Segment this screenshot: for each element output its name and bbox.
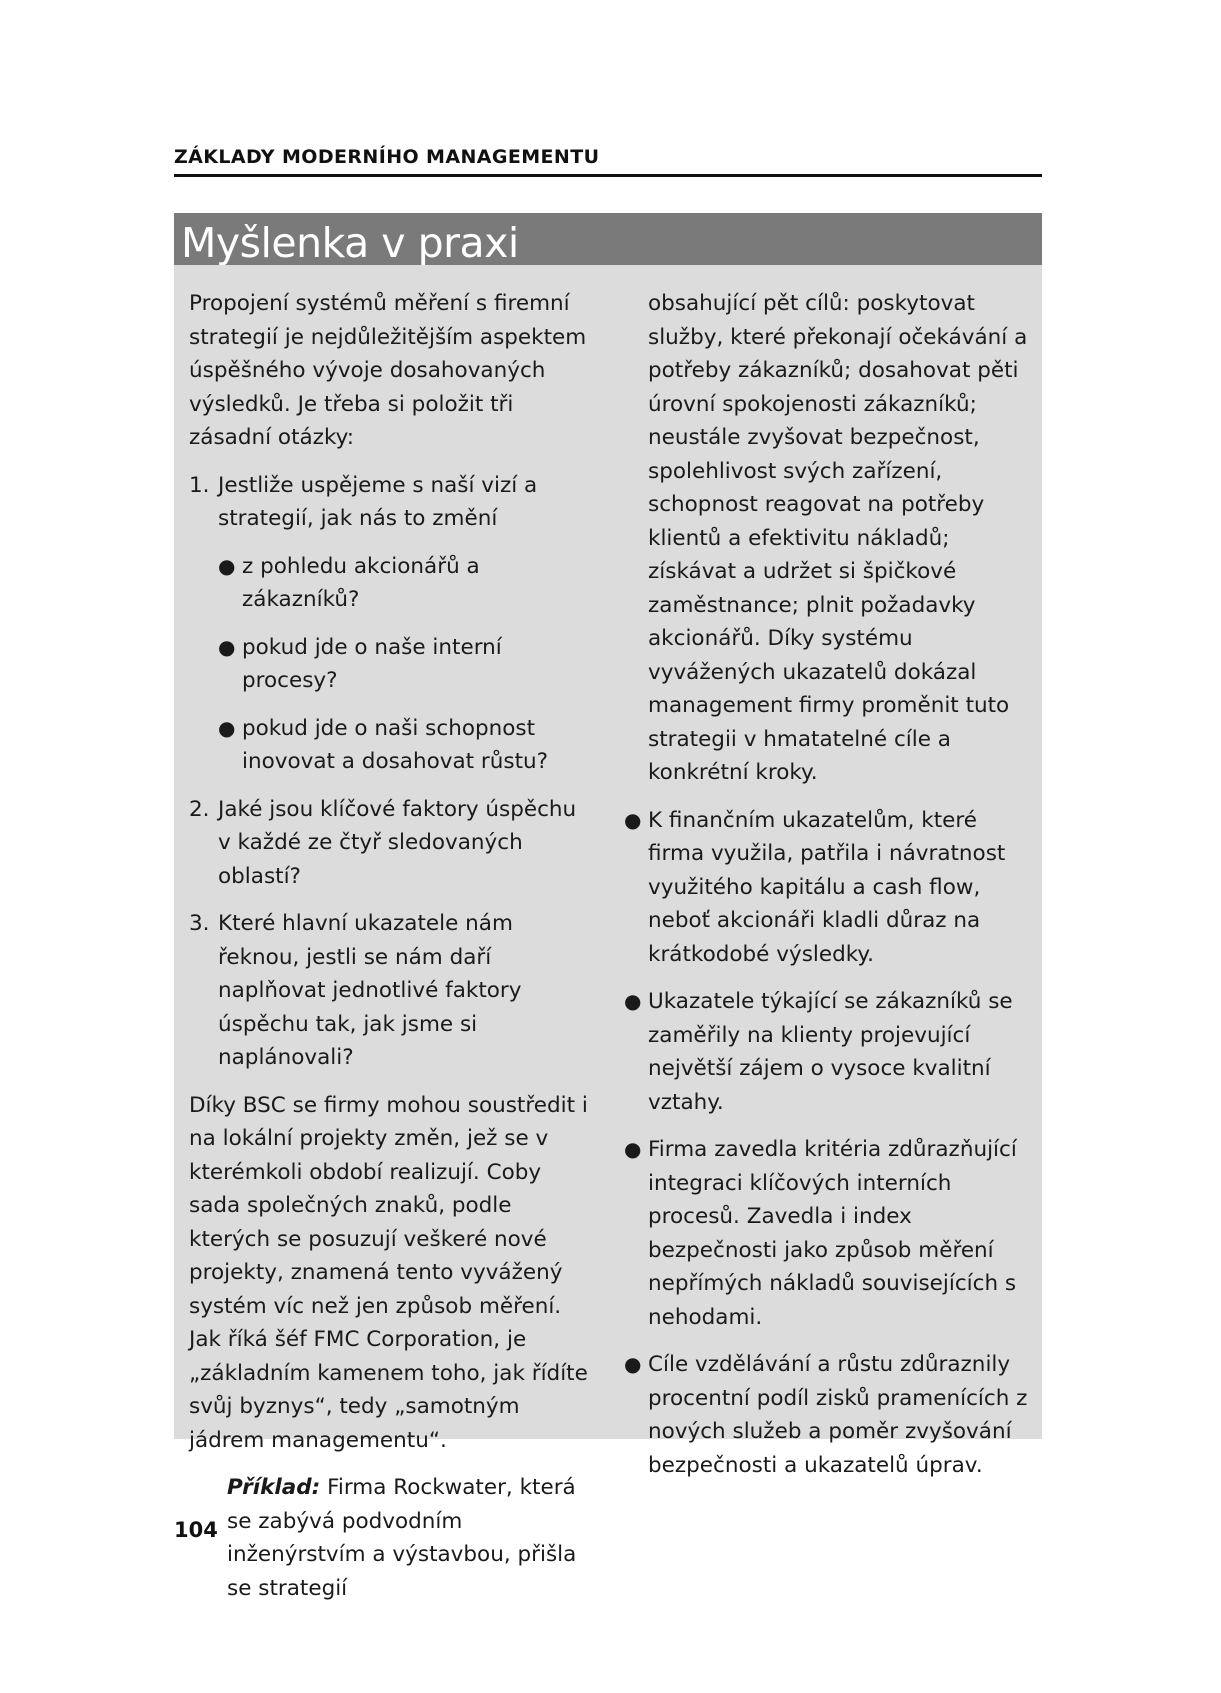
intro-paragraph: Propojení systémů měření s firemní strategií je nejdůležitějším aspektem úspěšného vývoje dosahovaných výsledků. Je třeba si položit tři zásadní otázky: — [189, 291, 587, 450]
question-text: Které hlavní ukazatele nám řeknou, jestli se nám daří naplňovat jednotlivé faktory úspěchu tak, jak jsme si naplánovali? — [218, 911, 522, 1070]
question-text: Jaké jsou klíčové faktory úspěchu v každé ze čtyř sledovaných oblastí? — [218, 796, 577, 889]
sub-bullet-text: pokud jde o naši schopnost inovovat a dosahovat růstu? — [242, 715, 549, 774]
question-item — [189, 469, 594, 779]
bullet-icon: ● — [624, 807, 642, 832]
example-paragraph — [227, 1471, 594, 1605]
running-head: ZÁKLADY MODERNÍHO MANAGEMENTU — [174, 146, 600, 168]
question-item — [189, 907, 594, 1075]
example-bullet-text: Firma zavedla kritéria zdůrazňující integraci klíčových interních procesů. Zavedla i index bezpečnosti jako způsob měření nepřímých nákladů souvisejících s nehodami. — [648, 1137, 1017, 1330]
sub-bullet-text: pokud jde o naše interní procesy? — [242, 634, 502, 693]
question-text: Jestliže uspějeme s naší vizí a strategií, jak nás to změní — [218, 472, 538, 531]
example-bullet-item — [624, 1133, 1034, 1334]
bullet-icon: ● — [218, 634, 236, 659]
sub-bullet-item — [218, 712, 594, 779]
example-continuation: obsahující pět cílů: poskytovat služby, které překonají očekávání a potřeby zákazníků; dosahovat pěti úrovní spokojenosti zákazníků; neustále zvyšovat bezpečnost, spolehlivost svých zařízení, schopnost reagovat na potřeby klientů a efektivitu nákladů; získávat a udržet si špičkové zaměstnance; plnit požadavky akcionářů. Díky systému vyvážených ukazatelů dokázal management firmy proměnit tuto strategii v hmatatelné cíle a konkrétní kroky. — [648, 291, 1028, 785]
bullet-icon: ● — [624, 1352, 642, 1376]
example-bullet-item — [624, 804, 1034, 972]
example-bullet-list — [624, 804, 1034, 1483]
sub-bullet-item — [218, 550, 594, 617]
bsc-paragraph: Díky BSC se firmy mohou soustředit i na lokální projekty změn, jež se v kterémkoli období realizují. Coby sada společných znaků, podle kterých se posuzují veškeré nové projekty, znamená tento vyvážený systém víc než jen způsob měření. Jak říká šéf FMC Corporation, je „základním kamenem toho, jak řídíte svůj byznys“, tedy „samotným jádrem managementu“. — [189, 1092, 588, 1453]
left-column — [189, 287, 594, 1605]
page-number: 104 — [174, 1518, 218, 1542]
example-bullet-item — [624, 985, 1034, 1119]
questions-list — [189, 469, 594, 1075]
sub-bullet-item — [218, 631, 594, 698]
question-number: 2. — [189, 796, 210, 822]
box-title: Myšlenka v praxi — [174, 213, 1042, 265]
header-rule — [174, 174, 1042, 177]
bullet-icon: ● — [218, 715, 236, 740]
bullet-icon: ● — [624, 1137, 642, 1161]
example-text: Firma Rockwater, která se zabývá podvodním inženýrstvím a výstavbou, přišla se strategií — [227, 1475, 577, 1601]
sub-bullet-text: z pohledu akcionářů a zákazníků? — [242, 553, 480, 612]
question-number: 3. — [189, 911, 210, 936]
example-bullet-item — [624, 1348, 1034, 1482]
example-label: Příklad: — [227, 1475, 321, 1500]
sub-bullet-list — [218, 550, 594, 779]
question-number: 1. — [189, 472, 210, 498]
example-bullet-text: Ukazatele týkající se zákazníků se zaměřily na klienty projevující největší zájem o vysoce kvalitní vztahy. — [648, 989, 1013, 1115]
right-column — [624, 287, 1034, 1496]
question-item — [189, 793, 594, 894]
bullet-icon: ● — [218, 553, 236, 578]
example-bullet-text: K finančním ukazatelům, které firma využila, patřila i návratnost využitého kapitálu a cash flow, neboť akcionáři kladli důraz na krátkodobé výsledky. — [648, 807, 1006, 967]
bullet-icon: ● — [624, 989, 642, 1013]
example-bullet-text: Cíle vzdělávání a růstu zdůraznily procentní podíl zisků pramenících z nových služeb a poměr zvyšování bezpečnosti a ukazatelů úprav. — [648, 1352, 1028, 1478]
